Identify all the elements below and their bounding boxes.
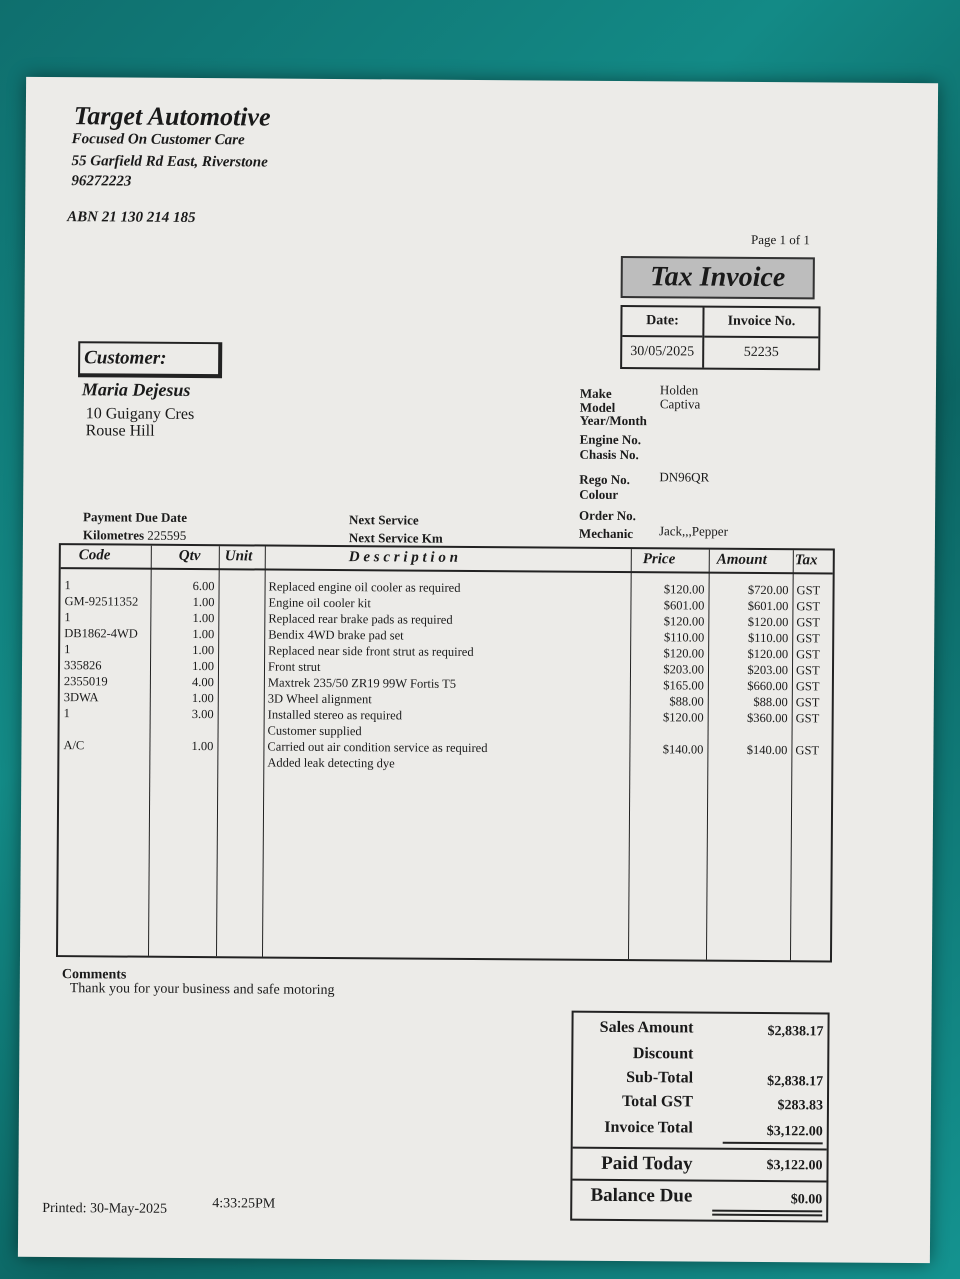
cell-description: Replaced near side front strut as required	[268, 643, 474, 659]
cell-code: GM-92511352	[64, 594, 139, 609]
paid-today-value: $3,122.00	[766, 1158, 823, 1174]
model-label: Model	[579, 399, 616, 415]
balance-due-label: Balance Due	[590, 1184, 693, 1207]
cell-code: 3DWA	[63, 690, 99, 705]
customer-street: 10 Guigany Cres	[85, 405, 195, 424]
cell-tax: GST	[796, 647, 820, 662]
cell-code: DB1862-4WD	[64, 626, 138, 641]
paid-today-label: Paid Today	[601, 1152, 693, 1175]
totals-box	[570, 1011, 829, 1223]
next-service-label: Next Service	[348, 512, 419, 528]
cell-code: A/C	[63, 738, 85, 753]
order-no-label: Order No.	[579, 507, 636, 524]
cell-tax: GST	[795, 679, 820, 694]
cell-amount: $360.00	[746, 710, 788, 726]
cell-amount: $88.00	[753, 694, 788, 710]
cell-price: $203.00	[663, 662, 705, 677]
printed-date-value: 30-May-2025	[90, 1201, 168, 1217]
cell-description: Added leak detecting dye	[267, 755, 395, 771]
cell-amount: $140.00	[746, 742, 788, 758]
cell-qty: 1.00	[192, 595, 215, 610]
company-address: 55 Garfield Rd East, Riverstone	[71, 153, 268, 171]
header-description: D e s c r i p t i o n	[348, 549, 459, 566]
customer-label: Customer:	[78, 341, 222, 378]
cell-price: $120.00	[663, 646, 705, 661]
kilometres	[83, 527, 186, 544]
balance-double-rule	[712, 1210, 822, 1213]
sales-amount-label: Sales Amount	[599, 1018, 694, 1037]
cell-code: 1	[64, 642, 71, 657]
totals-divider	[572, 1179, 826, 1183]
invoice-number-label: Invoice No.	[704, 308, 818, 339]
total-gst-label: Total GST	[621, 1093, 694, 1111]
make-value: Holden	[659, 382, 699, 398]
cell-price: $601.00	[663, 598, 705, 613]
cell-qty: 4.00	[191, 675, 214, 690]
cell-tax: GST	[795, 711, 820, 726]
cell-amount: $720.00	[747, 582, 789, 598]
cell-tax: GST	[795, 743, 820, 758]
col-divider	[262, 547, 266, 957]
cell-qty: 1.00	[192, 627, 215, 642]
invoice-total-value: $3,122.00	[766, 1124, 823, 1140]
mechanic-label: Mechanic	[578, 525, 634, 542]
cell-tax: GST	[796, 599, 821, 614]
company-tagline: Focused On Customer Care	[71, 131, 245, 149]
col-divider	[790, 550, 794, 960]
chasis-no-label: Chasis No.	[579, 446, 639, 463]
balance-double-rule	[712, 1214, 822, 1217]
cell-qty: 1.00	[192, 643, 215, 658]
kilometres-value: 225595	[147, 527, 187, 543]
col-divider	[216, 546, 220, 956]
cell-tax: GST	[796, 583, 821, 598]
cell-amount: $601.00	[747, 598, 789, 614]
cell-description: Maxtrek 235/50 ZR19 99W Fortis T5	[267, 675, 457, 691]
comments-label: Comments	[61, 967, 127, 983]
company-name: Target Automotive	[73, 101, 271, 132]
cell-price: $110.00	[664, 630, 705, 645]
payment-due-label: Payment Due Date	[83, 509, 188, 525]
cell-price: $120.00	[663, 710, 704, 725]
rego-value: DN96QR	[659, 469, 710, 485]
date-box-divider	[702, 308, 704, 368]
items-table	[56, 543, 835, 962]
customer-suburb: Rouse Hill	[85, 422, 155, 440]
header-price: Price	[642, 551, 676, 568]
cell-tax: GST	[796, 615, 821, 630]
cell-code: 1	[63, 706, 70, 721]
cell-tax: GST	[795, 695, 820, 710]
cell-qty: 1.00	[191, 691, 214, 706]
cell-description: Front strut	[267, 659, 321, 674]
col-divider	[706, 550, 710, 960]
customer-address	[86, 405, 195, 440]
cell-price: $120.00	[663, 582, 705, 597]
cell-description: Engine oil cooler kit	[268, 595, 371, 611]
date-label: Date:	[622, 307, 702, 338]
rego-label: Rego No.	[579, 471, 630, 488]
invoice-total-rule	[723, 1142, 823, 1145]
header-tax: Tax	[794, 552, 818, 569]
cell-tax: GST	[795, 663, 820, 678]
sales-amount-value: $2,838.17	[767, 1024, 824, 1040]
year-month-label: Year/Month	[579, 412, 647, 429]
cell-code: 1	[64, 610, 71, 625]
customer-name: Maria Dejesus	[81, 379, 191, 400]
model-value: Captiva	[659, 396, 701, 412]
invoice-number: 52235	[743, 344, 779, 361]
cell-description: 3D Wheel alignment	[267, 691, 372, 707]
cell-amount: $110.00	[748, 630, 789, 646]
cell-amount: $120.00	[747, 646, 789, 662]
cell-description: Replaced rear brake pads as required	[268, 611, 453, 627]
cell-qty: 6.00	[192, 579, 215, 594]
total-gst-value: $283.83	[777, 1098, 824, 1114]
col-divider	[628, 549, 632, 959]
cell-price: $88.00	[669, 694, 704, 709]
header-amount: Amount	[716, 551, 767, 569]
header-code: Code	[78, 547, 111, 564]
cell-amount: $660.00	[747, 678, 788, 694]
cell-qty: 1.00	[192, 611, 215, 626]
header-unit: Unit	[224, 548, 253, 565]
balance-due-value: $0.00	[790, 1192, 823, 1208]
company-phone: 96272223	[71, 173, 132, 190]
col-divider	[148, 546, 152, 956]
make-label: Make	[579, 385, 612, 401]
next-service-km-label: Next Service Km	[348, 530, 443, 546]
cell-amount: $120.00	[747, 614, 789, 630]
discount-label: Discount	[632, 1045, 694, 1063]
cell-code: 335826	[63, 658, 102, 673]
subtotal-label: Sub-Total	[626, 1069, 694, 1087]
printed-time: 4:33:25PM	[212, 1196, 276, 1212]
page-info: Page 1 of 1	[750, 231, 810, 248]
cell-description: Bendix 4WD brake pad set	[268, 627, 404, 643]
comments-text: Thank you for your business and safe motoring	[69, 981, 335, 999]
invoice-total-label: Invoice Total	[604, 1118, 693, 1137]
mechanic-value: Jack,,,Pepper	[658, 523, 728, 539]
cell-qty: 3.00	[191, 707, 214, 722]
printed-date	[42, 1201, 167, 1218]
invoice-date: 30/05/2025	[630, 344, 695, 360]
invoice-paper	[18, 77, 938, 1263]
cell-qty: 1.00	[191, 739, 214, 754]
colour-label: Colour	[579, 486, 619, 502]
totals-divider	[573, 1147, 827, 1151]
invoice-date-box	[620, 305, 820, 370]
printed-label: Printed:	[42, 1200, 87, 1217]
cell-price: $120.00	[663, 614, 705, 629]
subtotal-value: $2,838.17	[767, 1074, 824, 1090]
cell-description: Customer supplied	[267, 723, 362, 739]
header-qty: Qtv	[178, 547, 201, 565]
cell-code: 2355019	[63, 674, 108, 689]
engine-no-label: Engine No.	[579, 431, 642, 448]
cell-price: $140.00	[662, 742, 704, 757]
cell-description: Replaced engine oil cooler as required	[268, 579, 461, 595]
cell-price: $165.00	[663, 678, 704, 693]
cell-code: 1	[64, 578, 71, 593]
cell-description: Installed stereo as required	[267, 707, 403, 723]
cell-tax: GST	[796, 631, 820, 646]
cell-description: Carried out air condition service as required	[267, 739, 488, 756]
cell-qty: 1.00	[192, 659, 215, 674]
document-title: Tax Invoice	[621, 256, 815, 299]
company-abn: ABN 21 130 214 185	[67, 209, 196, 227]
kilometres-label: Kilometres	[82, 527, 145, 543]
cell-amount: $203.00	[747, 662, 789, 678]
